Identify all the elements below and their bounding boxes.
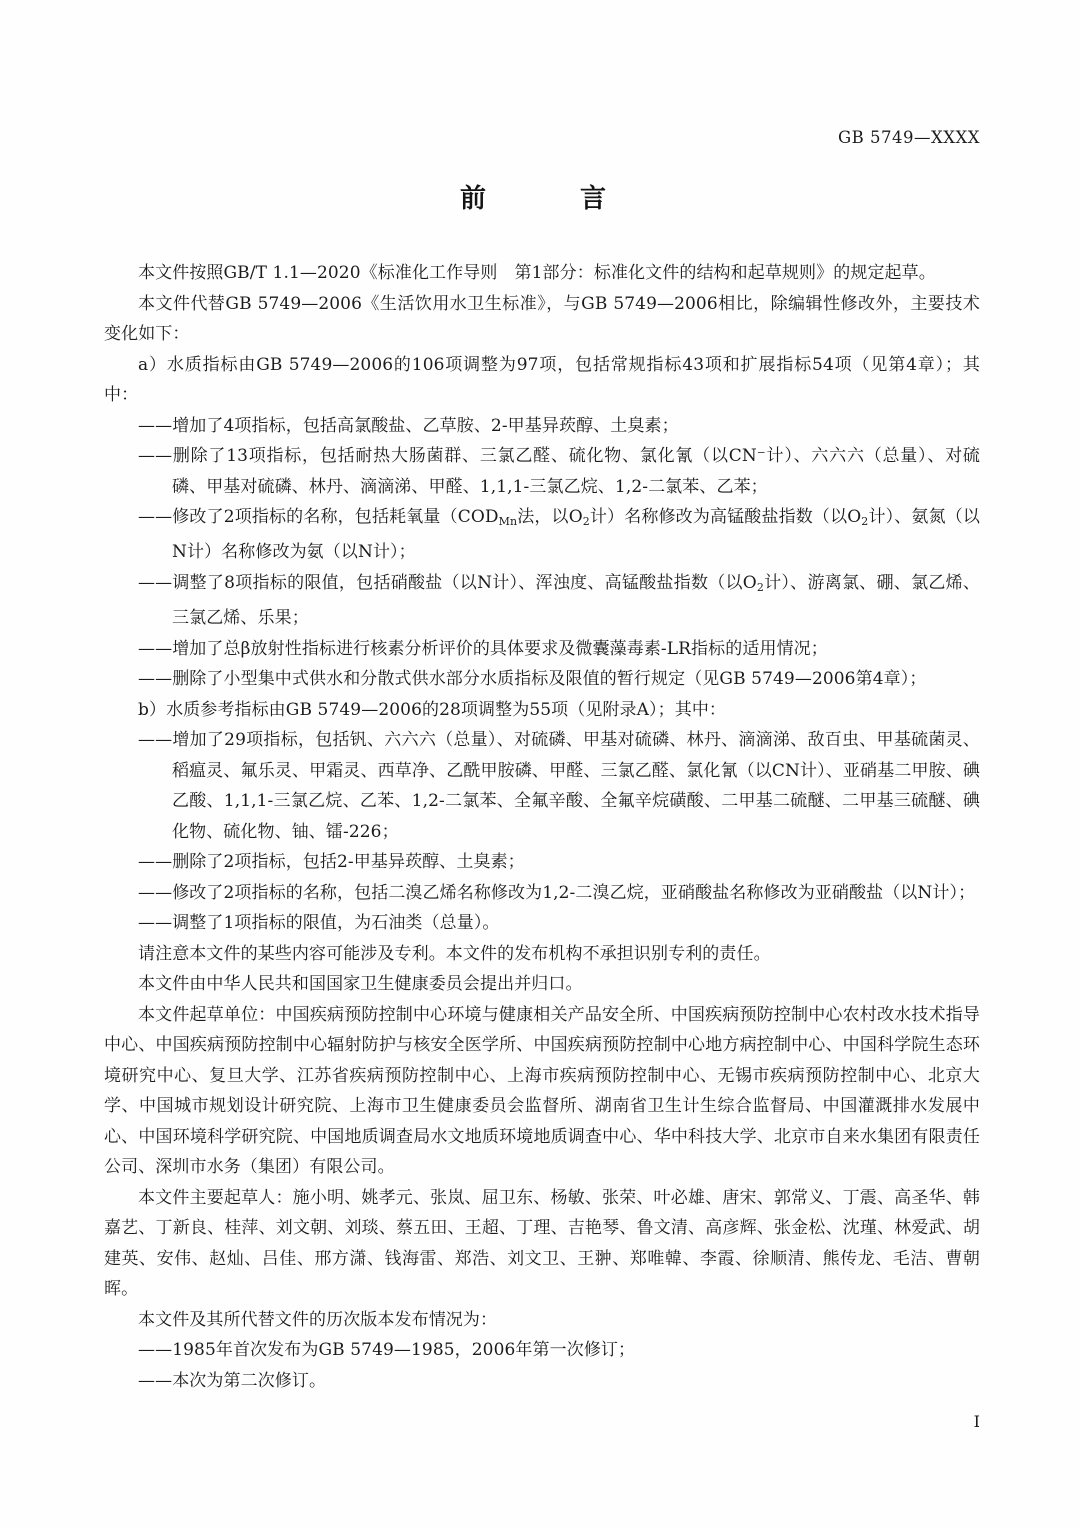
- paragraph: 本文件按照GB/T 1.1—2020《标准化工作导则 第1部分：标准化文件的结构和起草规则》的规定起草。: [138, 263, 936, 283]
- list-item-text-part: 计）名称修改为高锰酸盐指数（以O: [589, 507, 862, 527]
- page-number: I: [973, 1412, 980, 1431]
- list-item: ——1985年首次发布为GB 5749—1985，2006年第一次修订；: [138, 1340, 636, 1360]
- page-title: 前 言: [459, 184, 620, 214]
- list-item-text-part: 计）、游离氯、硼、氯乙烯、三氯乙烯、乐果；: [172, 572, 980, 628]
- subscript-two: 2: [582, 514, 590, 528]
- list-item-text-part: 法，以O: [517, 507, 583, 527]
- list-item: ——增加了总β放射性指标进行核素分析评价的具体要求及微囊藻毒素-LR指标的适用情况；: [138, 638, 828, 659]
- list-item: ——增加了4项指标，包括高氯酸盐、乙草胺、2-甲基异莰醇、土臭素；: [138, 415, 679, 436]
- paragraph: 请注意本文件的某些内容可能涉及专利。本文件的发布机构不承担识别专利的责任。: [138, 943, 771, 964]
- list-item: ——增加了29项指标，包括钒、六六六（总量）、对硫磷、甲基对硫磷、林丹、滴滴涕、敌百虫、甲基硫菌灵、稻瘟灵、氟乐灵、甲霜灵、西草净、乙酰甲胺磷、甲醛、三氯乙醛、氯化氰（以CN计）、亚硝基二甲胺、碘乙酸、1,1,1-三氯乙烷、乙苯、1,2-二氯苯、全氟辛酸、全氟辛烷磺酸、二甲基二硫醚、二甲基三硫醚、碘化物、硫化物、铀、镭-226；: [138, 730, 980, 842]
- paragraph: a）水质指标由GB 5749—2006的106项调整为97项，包括常规指标43项和扩展指标54项（见第4章）；其中：: [104, 354, 980, 405]
- subscript-mn: Mn: [498, 514, 518, 528]
- subscript-two: 2: [756, 580, 764, 594]
- paragraph: 本文件起草单位：中国疾病预防控制中心环境与健康相关产品安全所、中国疾病预防控制中心农村改水技术指导中心、中国疾病预防控制中心辐射防护与核安全医学所、中国疾病预防控制中心地方病控制中心、中国科学院生态环境研究中心、复旦大学、江苏省疾病预防控制中心、上海市疾病预防控制中心、无锡市疾病预防控制中心、北京大学、中国城市规划设计研究院、上海市卫生健康委员会监督所、湖南省卫生计生综合监督局、中国灌溉排水发展中心、中国环境科学研究院、中国地质调查局水文地质环境地质调查中心、华中科技大学、北京市自来水集团有限责任公司、深圳市水务（集团）有限公司。: [104, 1004, 980, 1177]
- paragraph: 本文件代替GB 5749—2006《生活饮用水卫生标准》，与GB 5749—2006相比，除编辑性修改外，主要技术变化如下：: [104, 293, 980, 344]
- list-item: [104, 568, 980, 634]
- list-item-text-part: 计）、氨氮（以N计）名称修改为氨（以N计）；: [172, 507, 980, 563]
- list-item-text-part: ——调整了8项指标的限值，包括硝酸盐（以N计）、浑浊度、高锰酸盐指数（以O: [138, 572, 757, 593]
- list-item: ——删除了2项指标，包括2-甲基异莰醇、土臭素；: [138, 852, 525, 872]
- list-item-text-part: ——修改了2项指标的名称，包括耗氧量（COD: [138, 507, 499, 527]
- page-header-standard-code: GB 5749—XXXX: [837, 128, 980, 147]
- list-item: ——修改了2项指标的名称，包括二溴乙烯名称修改为1,2-二溴乙烷，亚硝酸盐名称修改为亚硝酸盐（以N计）；: [138, 882, 976, 903]
- list-item: ——调整了1项指标的限值，为石油类（总量）。: [138, 913, 500, 933]
- paragraph: 本文件主要起草人：施小明、姚孝元、张岚、屈卫东、杨敏、张荣、叶必雄、唐宋、郭常义、丁震、高圣华、韩嘉艺、丁新良、桂萍、刘文朝、刘琰、蔡五田、王超、丁理、吉艳琴、鲁文清、高彦辉、张金松、沈瑾、林爱武、胡建英、安伟、赵灿、吕佳、邢方潇、钱海雷、郑浩、刘文卫、王翀、郑唯韓、李霞、徐顺清、熊传龙、毛洁、曹朝晖。: [104, 1187, 980, 1299]
- document-body: [104, 258, 980, 1396]
- paragraph: 本文件及其所代替文件的历次版本发布情况为：: [138, 1309, 498, 1330]
- list-item: [104, 502, 980, 568]
- subscript-two: 2: [861, 514, 869, 528]
- paragraph: b）水质参考指标由GB 5749—2006的28项调整为55项（见附录A）；其中：: [138, 699, 727, 720]
- list-item: ——本次为第二次修订。: [138, 1370, 327, 1391]
- paragraph: 本文件由中华人民共和国国家卫生健康委员会提出并归口。: [138, 974, 583, 994]
- list-item: ——删除了小型集中式供水和分散式供水部分水质指标及限值的暂行规定（见GB 5749—2006第4章）；: [138, 669, 927, 689]
- list-item: ——删除了13项指标，包括耐热大肠菌群、三氯乙醛、硫化物、氯化氰（以CN⁻计）、六六六（总量）、对硫磷、甲基对硫磷、林丹、滴滴涕、甲醛、1,1,1-三氯乙烷、1,2-二氯苯、乙苯；: [138, 446, 980, 497]
